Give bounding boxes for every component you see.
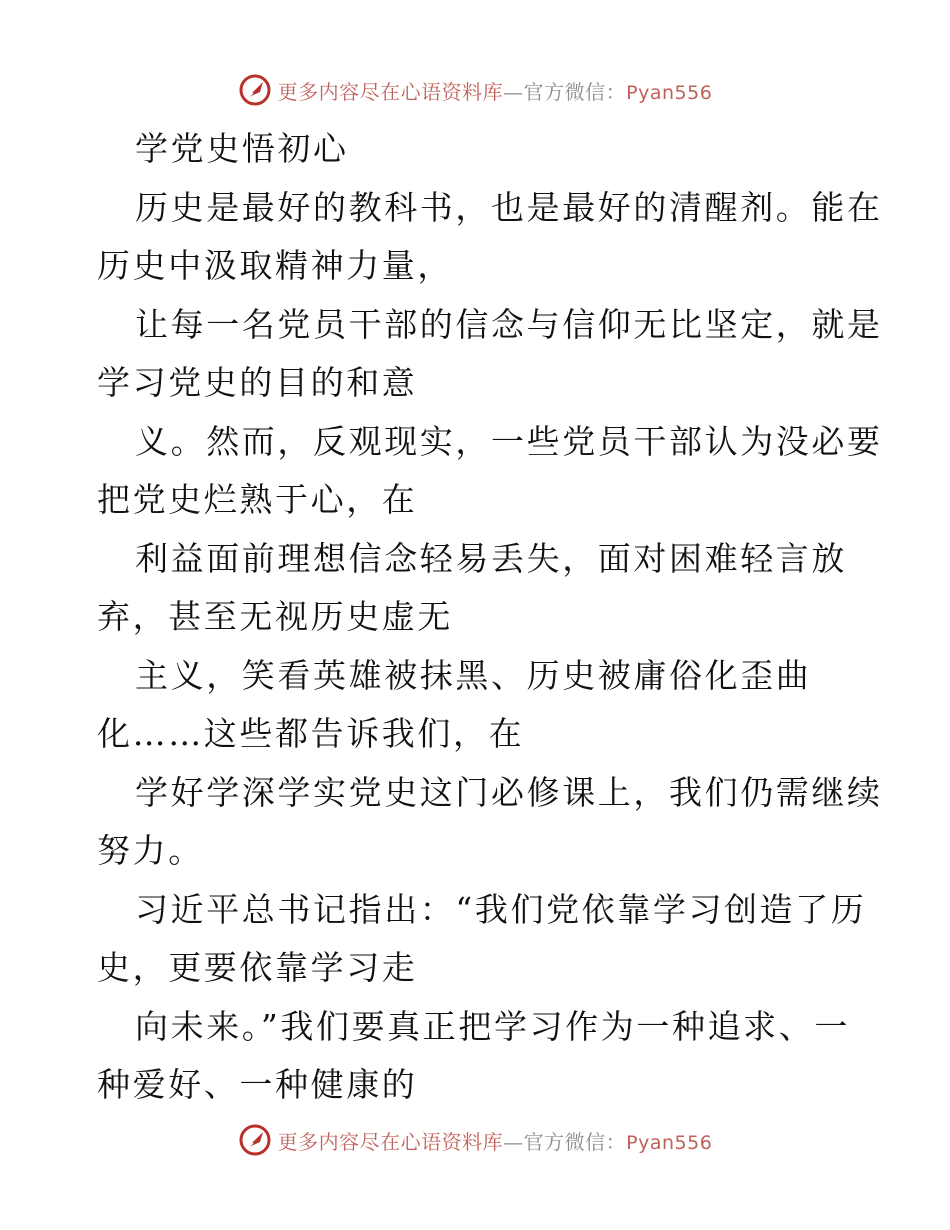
paragraph-line: 学好学深学实党史这门必修课上，我们仍需继续 — [135, 772, 883, 812]
watermark-official-label: 官方微信： — [523, 1129, 627, 1154]
watermark-wechat-id: Pyan556 — [626, 81, 713, 104]
watermark-official-label: 官方微信： — [523, 79, 627, 104]
quill-logo-icon — [238, 1123, 272, 1157]
document-title: 学党史悟初心 — [135, 129, 349, 168]
paragraph-line: 种爱好、一种健康的 — [97, 1065, 418, 1104]
quill-logo-icon — [238, 73, 272, 107]
paragraph-line: 史，更要依靠学习走 — [97, 948, 418, 987]
paragraph-line: 弃，甚至无视历史虚无 — [97, 597, 453, 636]
paragraph-line: 习近平总书记指出：“我们党依靠学习创造了历 — [135, 889, 867, 929]
paragraph-line: 历史是最好的教科书，也是最好的清醒剂。能在 — [135, 187, 883, 227]
watermark-text — [278, 1126, 713, 1155]
watermark-dash: — — [503, 1129, 524, 1154]
watermark-brand: 更多内容尽在心语资料库 — [277, 79, 504, 104]
paragraph-line: 学习党史的目的和意 — [97, 363, 418, 402]
watermark-wechat-id: Pyan556 — [626, 1131, 713, 1154]
paragraph-line: 义。然而，反观现实，一些党员干部认为没必要 — [135, 421, 883, 461]
paragraph-line: 主义，笑看英雄被抹黑、历史被庸俗化歪曲 — [135, 655, 812, 695]
paragraph-line: 历史中汲取精神力量， — [97, 246, 453, 285]
watermark-text — [278, 76, 713, 105]
paragraph-line: 把党史烂熟于心，在 — [97, 480, 418, 519]
watermark-dash: — — [503, 79, 524, 104]
paragraph-line: 利益面前理想信念轻易丢失，面对困难轻言放 — [135, 538, 847, 578]
paragraph-line: 化……这些都告诉我们，在 — [97, 714, 525, 753]
paragraph-line: 让每一名党员干部的信念与信仰无比坚定，就是 — [135, 304, 883, 344]
header-watermark — [0, 70, 950, 110]
footer-watermark — [0, 1120, 950, 1160]
paragraph-line: 努力。 — [97, 831, 204, 870]
paragraph-line: 向未来。”我们要真正把学习作为一种追求、一 — [135, 1006, 850, 1046]
document-body — [97, 120, 883, 1115]
watermark-brand: 更多内容尽在心语资料库 — [277, 1129, 504, 1154]
